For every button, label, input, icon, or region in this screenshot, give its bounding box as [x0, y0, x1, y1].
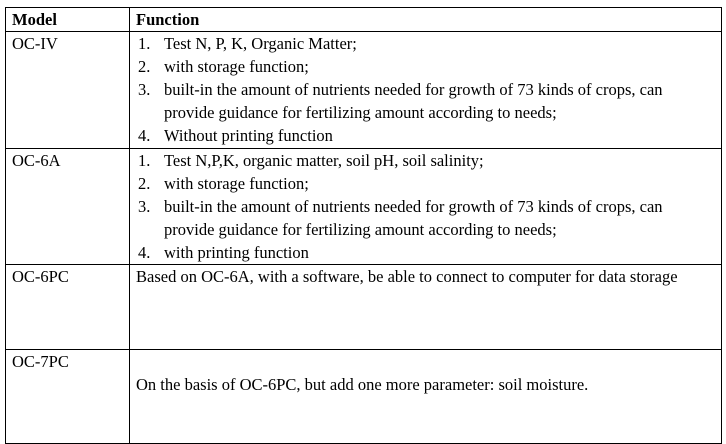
item-number: 4.: [138, 126, 151, 145]
item-number: 3.: [138, 197, 151, 216]
function-list: [136, 149, 715, 264]
header-function: Function: [130, 8, 722, 32]
item-text: with printing function: [164, 243, 309, 262]
function-cell: [130, 149, 722, 265]
item-number: 1.: [138, 34, 151, 53]
model-cell: OC-7PC: [6, 350, 130, 444]
item-text: built-in the amount of nutrients needed for growth of 73 kinds of crops, can provide guidance for fertilizing amount according to needs;: [164, 197, 663, 239]
item-text: Test N, P, K, Organic Matter;: [164, 34, 357, 53]
table-row: [6, 32, 722, 149]
header-model: Model: [6, 8, 130, 32]
item-text: built-in the amount of nutrients needed for growth of 73 kinds of crops, can provide guidance for fertilizing amount according to needs;: [164, 80, 663, 122]
item-number: 1.: [138, 151, 151, 170]
function-cell: On the basis of OC-6PC, but add one more parameter: soil moisture.: [130, 350, 722, 444]
item-text: Without printing function: [164, 126, 333, 145]
list-item: [136, 32, 715, 55]
list-item: [136, 172, 715, 195]
item-number: 4.: [138, 243, 151, 262]
item-number: 2.: [138, 57, 151, 76]
table-row: [6, 265, 722, 350]
item-text: Test N,P,K, organic matter, soil pH, soil salinity;: [164, 151, 484, 170]
item-text: with storage function;: [164, 57, 309, 76]
item-number: 3.: [138, 80, 151, 99]
model-cell: OC-6PC: [6, 265, 130, 350]
function-cell: Based on OC-6A, with a software, be able to connect to computer for data storage: [130, 265, 722, 350]
table-row: [6, 350, 722, 444]
list-item: [136, 149, 715, 172]
table-row: [6, 149, 722, 265]
list-item: [136, 124, 715, 147]
list-item: [136, 78, 715, 124]
function-cell: [130, 32, 722, 149]
list-item: [136, 241, 715, 264]
list-item: [136, 55, 715, 78]
header-row: [6, 8, 722, 32]
model-function-table: [5, 7, 722, 444]
item-text: with storage function;: [164, 174, 309, 193]
item-number: 2.: [138, 174, 151, 193]
model-cell: OC-IV: [6, 32, 130, 149]
function-list: [136, 32, 715, 147]
list-item: [136, 195, 715, 241]
model-cell: OC-6A: [6, 149, 130, 265]
